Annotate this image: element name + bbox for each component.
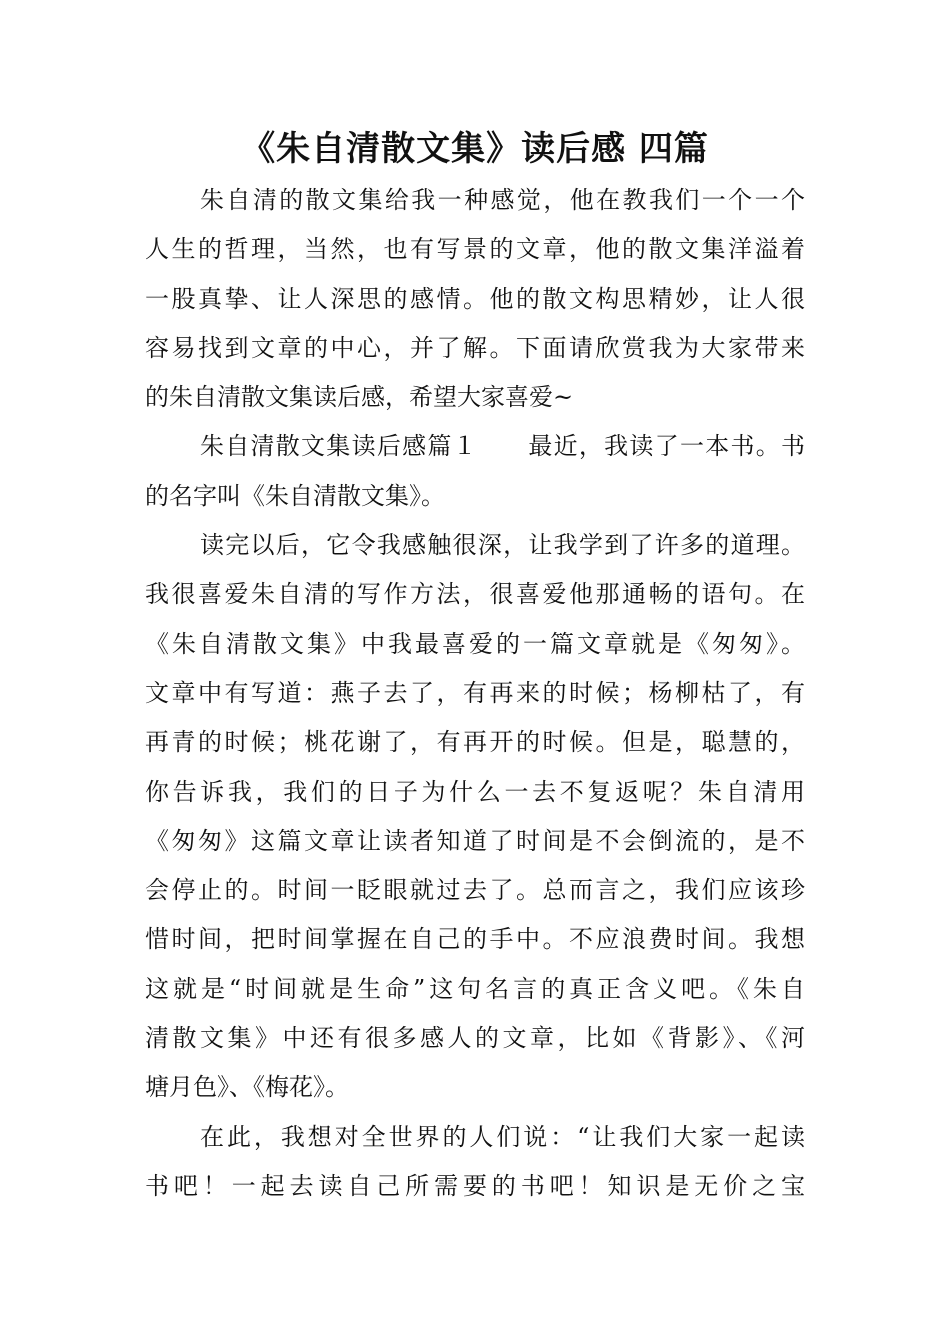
paragraph-line: 塘月色》、《梅花》。 bbox=[145, 1073, 349, 1102]
paragraph-line: 人生的哲理，当然，也有写景的文章，他的散文集洋溢着 bbox=[145, 235, 805, 264]
document-body bbox=[145, 176, 805, 1211]
paragraph-line: 在此，我想对全世界的人们说：“让我们大家一起读 bbox=[200, 1122, 805, 1151]
paragraph-line: 的名字叫《朱自清散文集》。 bbox=[145, 481, 445, 510]
paragraph-line: 再青的时候；桃花谢了，有再开的时候。但是，聪慧的， bbox=[145, 728, 805, 757]
paragraph-line: 朱自清散文集读后感篇１ 最近，我读了一本书。书 bbox=[200, 432, 805, 461]
paragraph-line: 一股真挚、让人深思的感情。他的散文构思精妙，让人很 bbox=[145, 284, 805, 313]
paragraph-line: 惜时间，把时间掌握在自己的手中。不应浪费时间。我想 bbox=[145, 925, 805, 954]
paragraph-line: 《匆匆》这篇文章让读者知道了时间是不会倒流的，是不 bbox=[145, 826, 805, 855]
paragraph-line: 朱自清的散文集给我一种感觉，他在教我们一个一个 bbox=[200, 186, 805, 214]
paragraph-line: 清散文集》中还有很多感人的文章，比如《背影》、《河 bbox=[145, 1024, 805, 1053]
paragraph-line: 我很喜爱朱自清的写作方法，很喜爱他那通畅的语句。在 bbox=[145, 580, 805, 609]
paragraph-line: 《朱自清散文集》中我最喜爱的一篇文章就是《匆匆》。 bbox=[145, 629, 805, 658]
paragraph-line: 容易找到文章的中心，并了解。下面请欣赏我为大家带来 bbox=[145, 333, 805, 362]
document-title: 《朱自清散文集》读后感 四篇 bbox=[241, 129, 709, 169]
paragraph-line: 书吧！一起去读自己所需要的书吧！知识是无价之宝 bbox=[145, 1171, 805, 1200]
paragraph-line: 会停止的。时间一眨眼就过去了。总而言之，我们应该珍 bbox=[145, 876, 805, 905]
paragraph-line: 读完以后，它令我感触很深，让我学到了许多的道理。 bbox=[200, 531, 805, 560]
paragraph-line: 的朱自清散文集读后感，希望大家喜爱~ bbox=[145, 383, 574, 412]
paragraph-line: 文章中有写道：燕子去了，有再来的时候；杨柳枯了，有 bbox=[145, 678, 805, 707]
paragraph-line: 你告诉我，我们的日子为什么一去不复返呢？朱自清用 bbox=[145, 777, 805, 806]
paragraph-line: 这就是“时间就是生命”这句名言的真正含义吧。《朱自 bbox=[145, 974, 805, 1003]
